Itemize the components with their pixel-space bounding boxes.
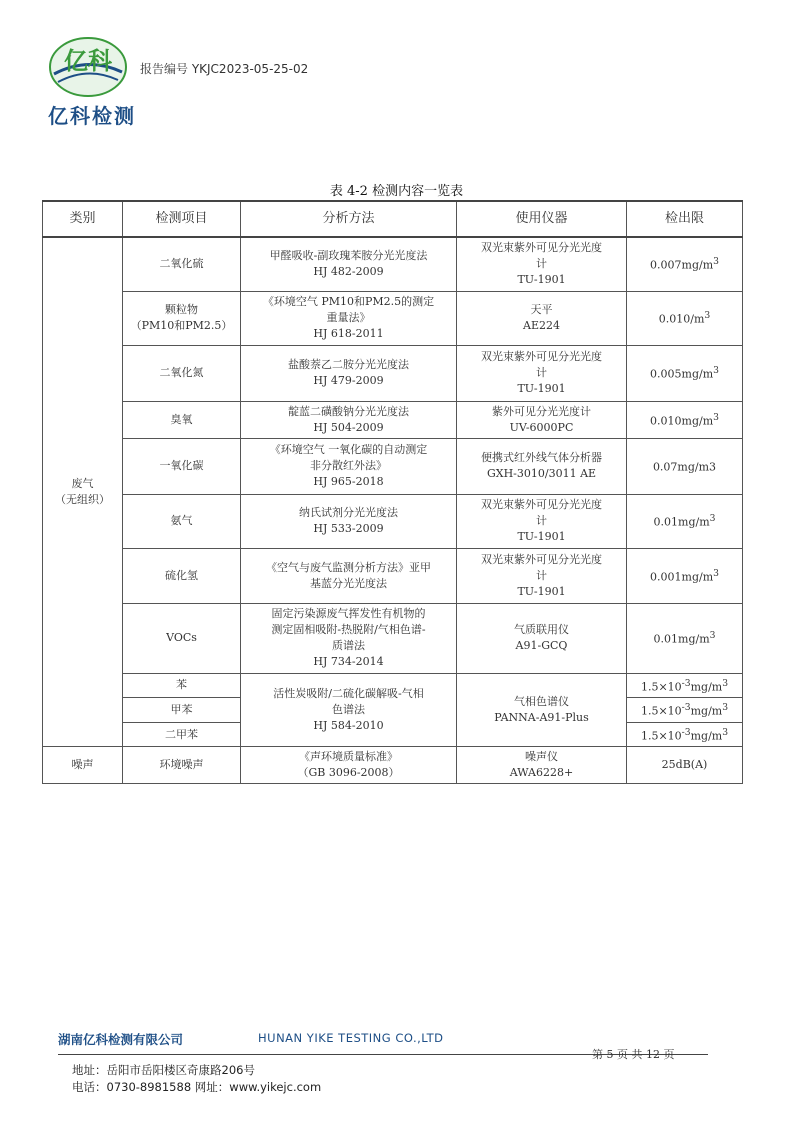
limit-superscript: 3 — [704, 310, 711, 322]
limit-cell — [627, 673, 743, 698]
limit-value: 0.010/m — [658, 312, 705, 326]
limit-superscript: 3 — [709, 630, 716, 642]
item-cell: 二氧化硫 — [123, 237, 241, 291]
item-cell: 臭氧 — [123, 401, 241, 438]
instrument-cell: 气相色谱仪 PANNA-A91-Plus — [457, 673, 627, 747]
method-cell: 活性炭吸附/二硫化碳解吸-气相 色谱法 HJ 584-2010 — [241, 673, 457, 747]
limit-value: 0.007mg/m — [650, 259, 714, 273]
table-row — [43, 401, 743, 438]
limit-cell — [627, 722, 743, 747]
item-cell: 环境噪声 — [123, 747, 241, 784]
method-cell: 纳氏试剂分光光度法 HJ 533-2009 — [241, 494, 457, 548]
header-category: 类别 — [43, 201, 123, 237]
footer-company-name-en: HUNAN YIKE TESTING CO.,LTD — [258, 1031, 444, 1045]
company-logo — [48, 36, 128, 98]
table-header-row — [43, 201, 743, 237]
instrument-cell: 天平 AE224 — [457, 291, 627, 345]
footer-address: 地址：岳阳市岳阳楼区奇康路206号 — [72, 1063, 255, 1077]
item-cell: VOCs — [123, 603, 241, 673]
item-cell: 苯 — [123, 673, 241, 698]
footer-company-name: 湖南亿科检测有限公司 — [58, 1032, 184, 1047]
method-cell: 《环境空气 一氧化碳的自动测定 非分散红外法》 HJ 965-2018 — [241, 438, 457, 494]
category-noise: 噪声 — [43, 747, 123, 784]
instrument-cell: 噪声仪 AWA6228+ — [457, 747, 627, 784]
limit-cell — [627, 345, 743, 401]
table-row — [43, 673, 743, 698]
method-cell: 《空气与废气监测分析方法》亚甲 基蓝分光光度法 — [241, 548, 457, 603]
instrument-cell: 双光束紫外可见分光光度 计 TU-1901 — [457, 494, 627, 548]
table-row — [43, 237, 743, 291]
limit-value: 0.001mg/m — [650, 570, 714, 584]
table-row — [43, 438, 743, 494]
detection-content-table — [42, 200, 743, 784]
item-cell: 二甲苯 — [123, 722, 241, 747]
category-exhaust-gas: 废气 （无组织） — [43, 237, 123, 747]
item-cell: 硫化氢 — [123, 548, 241, 603]
limit-value: 0.010mg/m — [650, 414, 714, 428]
limit-cell — [627, 237, 743, 291]
instrument-cell: 双光束紫外可见分光光度 计 TU-1901 — [457, 345, 627, 401]
instrument-cell: 便携式红外线气体分析器 GXH-3010/3011 AE — [457, 438, 627, 494]
limit-cell — [627, 494, 743, 548]
limit-superscript: 3 — [722, 702, 729, 714]
limit-exponent: -3 — [681, 726, 691, 738]
report-number: 报告编号 YKJC2023-05-25-02 — [140, 62, 309, 76]
item-cell: 颗粒物 （PM10和PM2.5） — [123, 291, 241, 345]
item-cell: 二氧化氮 — [123, 345, 241, 401]
limit-cell — [627, 291, 743, 345]
instrument-cell: 双光束紫外可见分光光度 计 TU-1901 — [457, 237, 627, 291]
limit-cell: 25dB(A) — [627, 747, 743, 784]
item-cell: 氨气 — [123, 494, 241, 548]
limit-value: 0.005mg/m — [650, 367, 714, 381]
instrument-cell: 气质联用仪 A91-GCQ — [457, 603, 627, 673]
limit-superscript: 3 — [713, 256, 719, 268]
limit-value: 0.01mg/m — [653, 632, 710, 646]
table-row — [43, 603, 743, 673]
limit-superscript: 3 — [713, 365, 719, 377]
limit-cell — [627, 401, 743, 438]
limit-exponent: -3 — [681, 702, 691, 714]
header-method: 分析方法 — [241, 201, 457, 237]
logo-text: 亿科检测 — [48, 104, 136, 128]
limit-unit: mg/m — [690, 680, 723, 694]
limit-value: 0.07mg/m3 — [652, 460, 717, 474]
table-row — [43, 345, 743, 401]
footer-contact: 电话：0730-8981588 网址：www.yikejc.com — [72, 1080, 322, 1094]
limit-value: 1.5×10 — [640, 704, 682, 718]
limit-cell — [627, 548, 743, 603]
table-row — [43, 548, 743, 603]
method-cell: 靛蓝二磺酸钠分光光度法 HJ 504-2009 — [241, 401, 457, 438]
instrument-cell: 紫外可见分光光度计 UV-6000PC — [457, 401, 627, 438]
table-row — [43, 747, 743, 784]
header-instrument: 使用仪器 — [457, 201, 627, 237]
page-number: 第 5 页 共 12 页 — [592, 1048, 675, 1061]
logo-mark-text: 亿科 — [64, 47, 112, 75]
limit-value: 1.5×10 — [640, 729, 682, 743]
item-cell: 甲苯 — [123, 698, 241, 723]
item-cell: 一氧化碳 — [123, 438, 241, 494]
limit-cell — [627, 698, 743, 723]
method-cell: 甲醛吸收-副玫瑰苯胺分光光度法 HJ 482-2009 — [241, 237, 457, 291]
limit-value: 0.01mg/m — [653, 515, 710, 529]
limit-superscript: 3 — [722, 677, 729, 689]
limit-superscript: 3 — [713, 411, 719, 423]
table-title: 表 4-2 检测内容一览表 — [329, 184, 464, 199]
method-cell: 《环境空气 PM10和PM2.5的测定 重量法》 HJ 618-2011 — [241, 291, 457, 345]
limit-superscript: 3 — [722, 726, 729, 738]
limit-cell — [627, 438, 743, 494]
limit-superscript: 3 — [713, 567, 719, 579]
limit-superscript: 3 — [709, 513, 716, 525]
limit-unit: mg/m — [690, 729, 723, 743]
header-item: 检测项目 — [123, 201, 241, 237]
method-cell: 《声环境质量标准》 （GB 3096-2008） — [241, 747, 457, 784]
header-limit: 检出限 — [627, 201, 743, 237]
table-row — [43, 494, 743, 548]
limit-exponent: -3 — [681, 677, 691, 689]
limit-unit: mg/m — [690, 704, 723, 718]
limit-cell — [627, 603, 743, 673]
method-cell: 盐酸萘乙二胺分光光度法 HJ 479-2009 — [241, 345, 457, 401]
limit-value: 1.5×10 — [640, 680, 682, 694]
method-cell: 固定污染源废气挥发性有机物的 测定固相吸附-热脱附/气相色谱- 质谱法 HJ 734-2014 — [241, 603, 457, 673]
table-row — [43, 291, 743, 345]
instrument-cell: 双光束紫外可见分光光度 计 TU-1901 — [457, 548, 627, 603]
